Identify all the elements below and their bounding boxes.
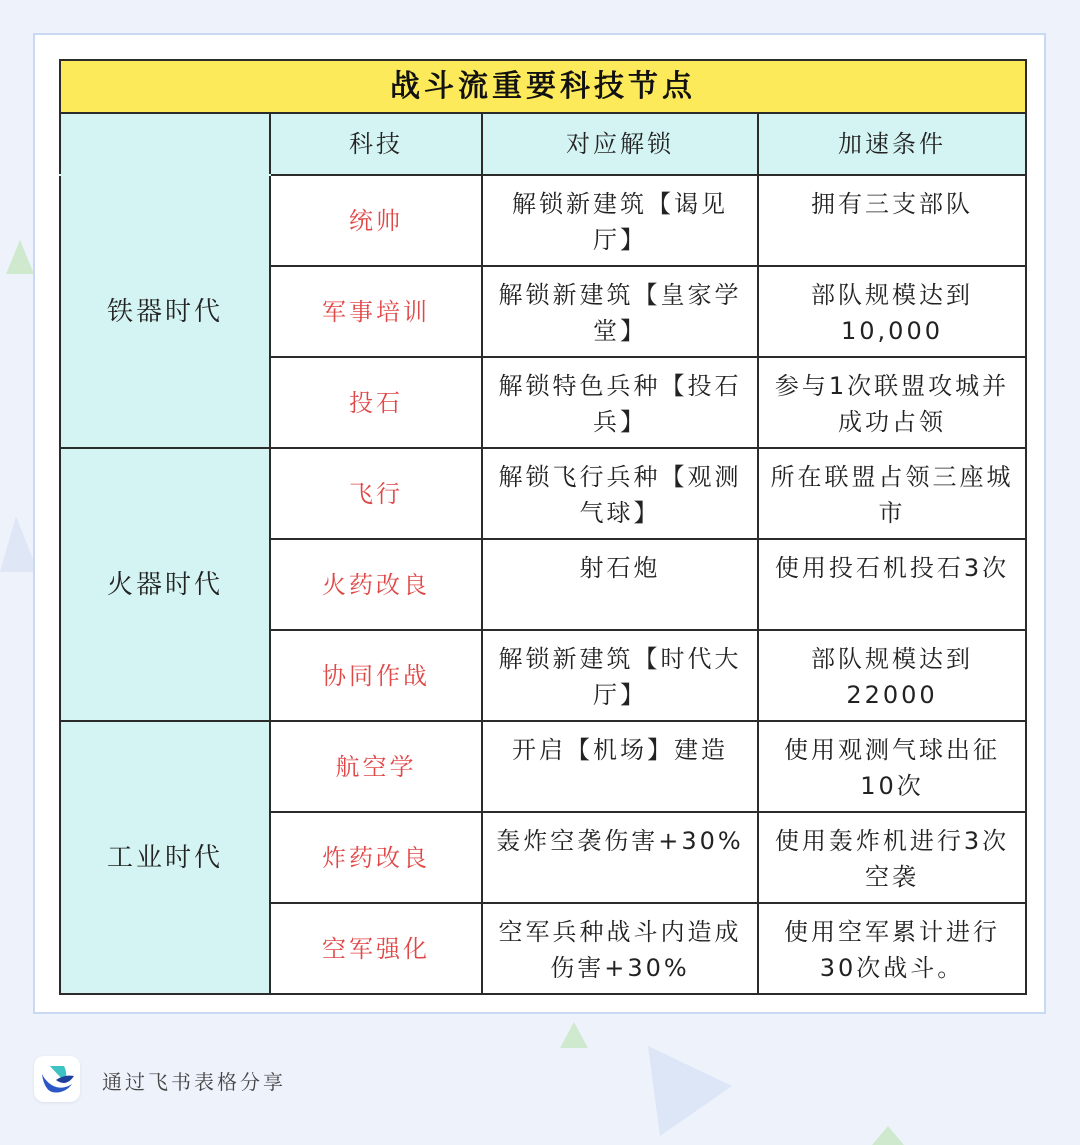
tech-name: 军事培训 — [270, 266, 482, 357]
tech-table — [59, 59, 1027, 995]
header-tech: 科技 — [270, 113, 482, 175]
unlock-text: 轰炸空袭伤害+30% — [482, 812, 758, 903]
decor-triangle-green-left — [2, 236, 36, 278]
table-card — [33, 33, 1046, 1014]
condition-text: 使用空军累计进行30次战斗。 — [758, 903, 1026, 994]
era-cell: 铁器时代 — [60, 175, 270, 448]
era-cell: 火器时代 — [60, 448, 270, 721]
tech-name: 炸药改良 — [270, 812, 482, 903]
table-row — [60, 721, 1026, 812]
tech-name: 航空学 — [270, 721, 482, 812]
unlock-text: 解锁新建筑【皇家学堂】 — [482, 266, 758, 357]
condition-text: 使用投石机投石3次 — [758, 539, 1026, 630]
condition-text: 所在联盟占领三座城市 — [758, 448, 1026, 539]
condition-text: 使用观测气球出征10次 — [758, 721, 1026, 812]
era-cell: 工业时代 — [60, 721, 270, 994]
condition-text: 部队规模达到10,000 — [758, 266, 1026, 357]
unlock-text: 解锁飞行兵种【观测气球】 — [482, 448, 758, 539]
table-title: 战斗流重要科技节点 — [60, 60, 1026, 113]
tech-name: 火药改良 — [270, 539, 482, 630]
unlock-text: 解锁新建筑【时代大厅】 — [482, 630, 758, 721]
tech-name: 空军强化 — [270, 903, 482, 994]
tech-name: 投石 — [270, 357, 482, 448]
condition-text: 拥有三支部队 — [758, 175, 1026, 266]
feishu-logo-icon — [34, 1056, 80, 1102]
tech-name: 协同作战 — [270, 630, 482, 721]
share-caption: 通过飞书表格分享 — [102, 1070, 286, 1094]
tech-name: 统帅 — [270, 175, 482, 266]
decor-triangle-green-corner — [866, 1124, 906, 1145]
decor-triangle-green-bottom — [556, 1018, 590, 1052]
condition-text: 使用轰炸机进行3次空袭 — [758, 812, 1026, 903]
header-unlock: 对应解锁 — [482, 113, 758, 175]
decor-triangle-blue-bottom — [640, 1040, 740, 1140]
unlock-text: 解锁特色兵种【投石兵】 — [482, 357, 758, 448]
condition-text: 参与1次联盟攻城并成功占领 — [758, 357, 1026, 448]
unlock-text: 射石炮 — [482, 539, 758, 630]
era-header-blank — [60, 113, 270, 175]
table-row — [60, 175, 1026, 266]
table-row — [60, 448, 1026, 539]
unlock-text: 空军兵种战斗内造成伤害+30% — [482, 903, 758, 994]
tech-name: 飞行 — [270, 448, 482, 539]
unlock-text: 解锁新建筑【谒见厅】 — [482, 175, 758, 266]
header-condition: 加速条件 — [758, 113, 1026, 175]
condition-text: 部队规模达到22000 — [758, 630, 1026, 721]
unlock-text: 开启【机场】建造 — [482, 721, 758, 812]
